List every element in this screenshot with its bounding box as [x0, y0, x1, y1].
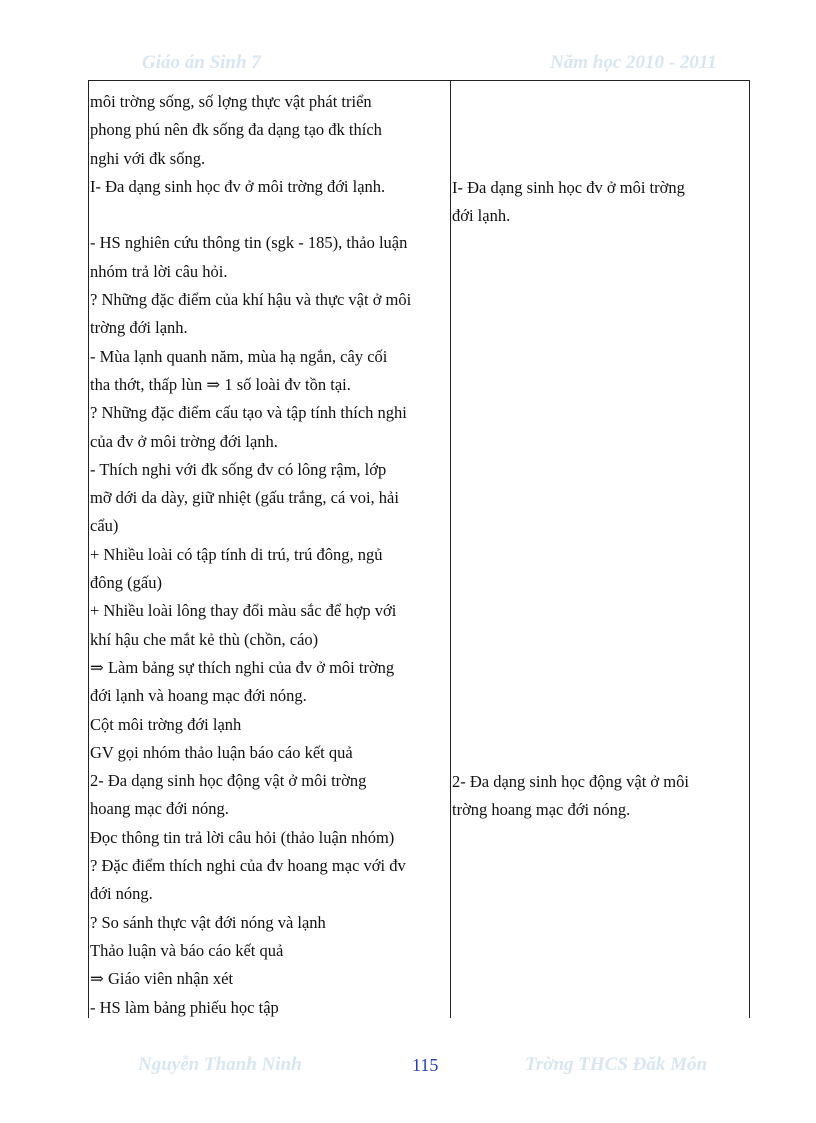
page-number: 115 [412, 1055, 439, 1075]
question-line: ? So sánh thực vật đới nóng và lạnh [90, 912, 326, 932]
lesson-table [88, 80, 750, 1018]
question-line: ? Những đặc điểm cấu tạo và tập tính thích nghi [90, 403, 407, 423]
text-line: 2- Đa dạng sinh học động vật ở môi [452, 772, 689, 791]
right-section-cold-zone [452, 174, 746, 231]
text-line: Cột môi trờng đới lạnh [90, 714, 242, 734]
text-line: + Nhiều loài có tập tính di trú, trú đông, ngủ [90, 544, 383, 564]
text-line: đới nóng. [90, 884, 153, 904]
text-line: I- Đa dạng sinh học đv ở môi trờng [452, 178, 685, 197]
text-line-with-arrow: tha thớt, thấp lùn ⇒ 1 số loài đv tồn tại. [90, 374, 351, 394]
text-line: phong phú nên đk sống đa dạng tạo đk thích [90, 120, 382, 140]
text-line: Thảo luận và báo cáo kết quả [90, 940, 284, 960]
table-left-border [88, 80, 89, 1018]
text-line: của đv ở môi trờng đới lạnh. [90, 431, 278, 451]
text-line: - Mùa lạnh quanh năm, mùa hạ ngắn, cây cối [90, 346, 388, 366]
question-line: ? Đặc điểm thích nghi của đv hoang mạc với đv [90, 856, 406, 876]
section-heading-hot-desert: 2- Đa dạng sinh học động vật ở môi trờng [90, 771, 367, 791]
table-right-border [749, 80, 750, 1018]
text-line: nghi với đk sống. [90, 148, 206, 168]
text-line: đới lạnh. [452, 206, 511, 226]
text-line: trờng đới lạnh. [90, 318, 188, 338]
text-line: hoang mạc đới nóng. [90, 799, 229, 819]
header-school-year: Năm học 2010 - 2011 [550, 52, 717, 73]
text-line: mỡ dới da dày, giữ nhiệt (gấu trắng, cá voi, hải [90, 488, 399, 508]
text-line: nhóm trả lời câu hỏi. [90, 261, 228, 281]
footer-school: Trờng THCS Đăk Môn [525, 1054, 708, 1075]
section-heading-cold-zone: I- Đa dạng sinh học đv ở môi trờng đới lạnh. [90, 176, 386, 196]
text-line: đông (gấu) [90, 573, 162, 593]
text-line: - HS làm bảng phiếu học tập [90, 997, 279, 1017]
question-line: ? Những đặc điểm của khí hậu và thực vật ở môi [90, 290, 412, 310]
text-line-with-arrow: ⇒ Làm bảng sự thích nghi của đv ở môi trờng [90, 657, 395, 677]
right-section-hot-desert [452, 768, 746, 825]
text-line: + Nhiều loài lông thay đổi màu sắc để hợp với [90, 601, 397, 621]
table-column-divider [450, 80, 451, 1018]
text-line: - HS nghiên cứu thông tin (sgk - 185), thảo luận [90, 233, 408, 253]
text-line: GV gọi nhóm thảo luận báo cáo kết quả [90, 742, 353, 762]
footer-author: Nguyễn Thanh Ninh [138, 1054, 302, 1075]
text-line: môi trờng sống, số lợng thực vật phát triển [90, 92, 372, 111]
teacher-student-activities-column [90, 80, 448, 1022]
text-line: cẩu) [90, 516, 119, 536]
text-line: Đọc thông tin trả lời câu hỏi (thảo luận nhóm) [90, 827, 395, 847]
blank-line [90, 201, 448, 229]
text-line-with-arrow: ⇒ Giáo viên nhận xét [90, 969, 234, 989]
header-subject: Giáo án Sinh 7 [142, 52, 261, 73]
text-line: đới lạnh và hoang mạc đới nóng. [90, 686, 307, 706]
text-line: trờng hoang mạc đới nóng. [452, 800, 631, 820]
text-line: - Thích nghi với đk sống đv có lông rậm, lớp [90, 459, 387, 479]
text-line: khí hậu che mắt kẻ thù (chồn, cáo) [90, 629, 319, 649]
